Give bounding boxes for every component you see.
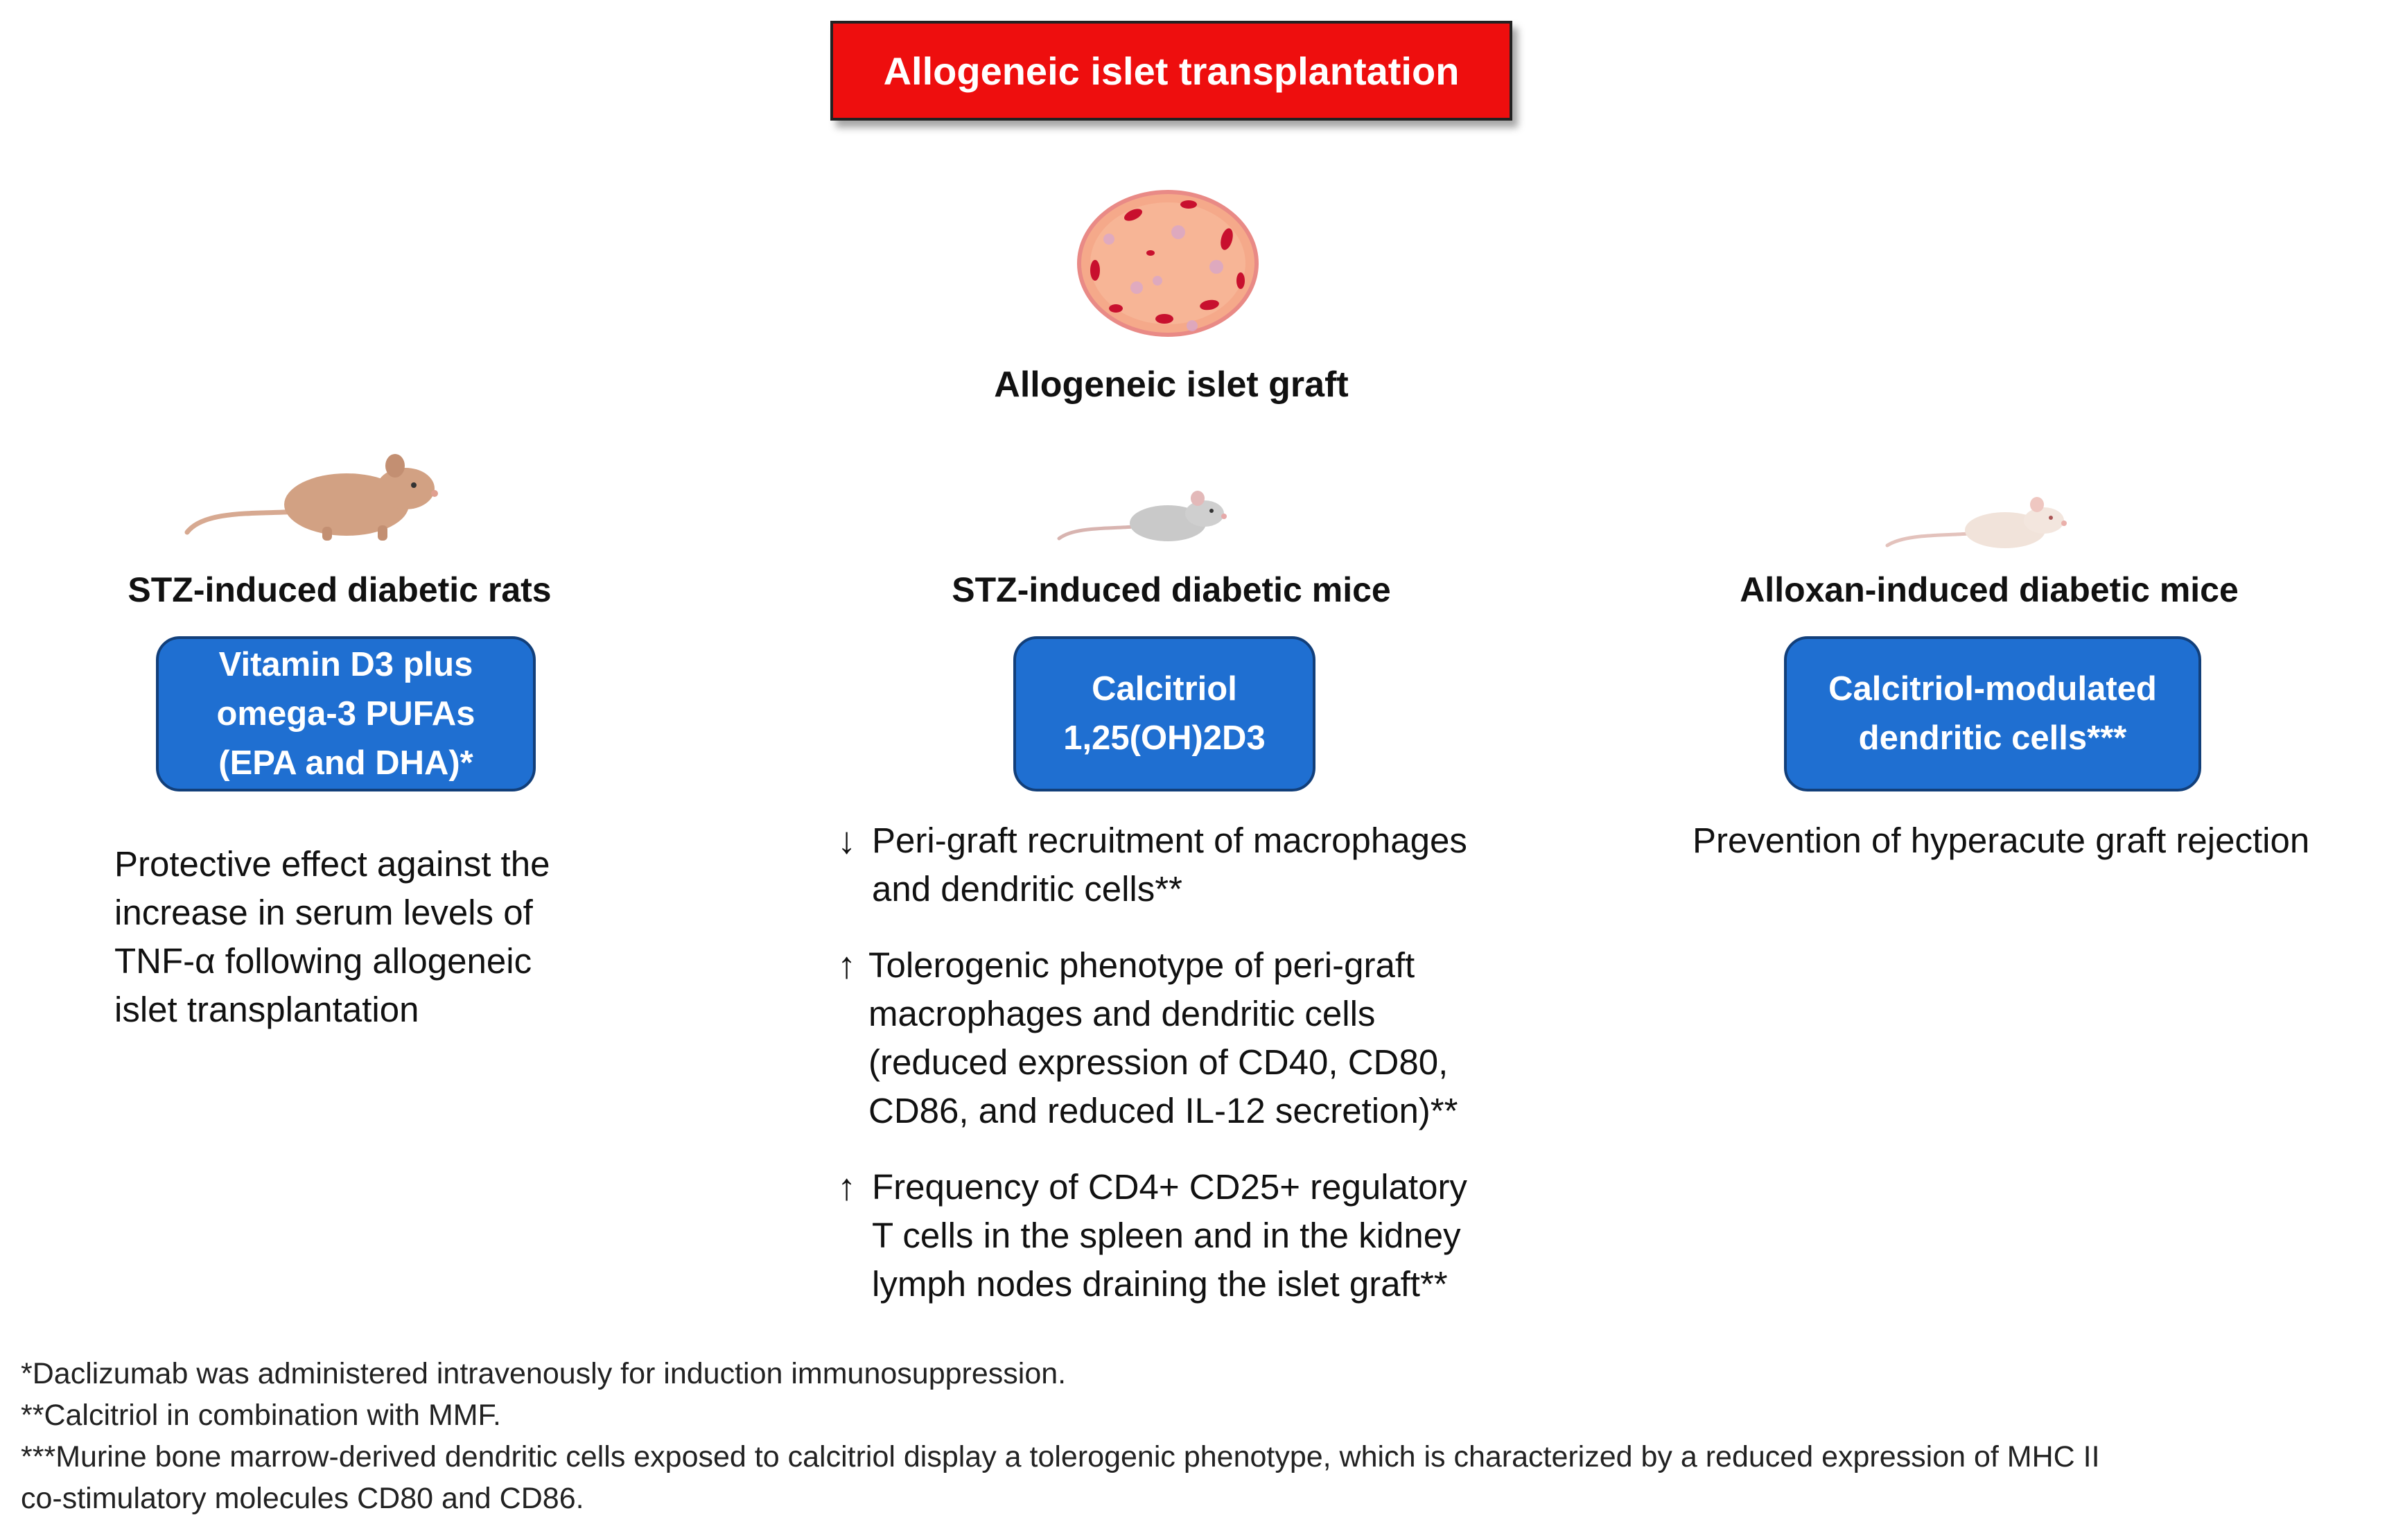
effect-line: macrophages and dendritic cells: [868, 994, 1376, 1033]
mouse-icon: [1882, 496, 2076, 551]
arrow-up-icon: ↑: [837, 1166, 856, 1208]
islet-graft-icon: [1067, 184, 1268, 343]
effect-line: Frequency of CD4+ CD25+ regulatory: [872, 1167, 1467, 1207]
effect-line: Prevention of hyperacute graft rejection: [1693, 821, 2310, 860]
treatment-line: Vitamin D3 plus: [218, 645, 473, 683]
effect-line: increase in serum levels of: [114, 893, 533, 932]
effect-rats: [114, 840, 738, 1034]
treatment-line: Calcitriol-modulated: [1828, 670, 2157, 708]
footnotes: [21, 1353, 2391, 1519]
effect-line: T cells in the spleen and in the kidney: [872, 1216, 1461, 1255]
effect-item: [837, 816, 1711, 913]
mouse-icon: [1053, 489, 1234, 544]
arrow-up-icon: ↑: [837, 945, 856, 986]
treatment-line: Calcitriol: [1092, 670, 1237, 708]
footnote: **Calcitriol in combination with MMF.: [21, 1399, 501, 1432]
treatment-box-stz-mice: [1013, 636, 1315, 791]
treatment-line: 1,25(OH)2D3: [1063, 719, 1266, 757]
effect-line: CD86, and reduced IL-12 secretion)**: [868, 1091, 1458, 1130]
treatment-line: dendritic cells***: [1858, 719, 2127, 757]
effect-line: lymph nodes draining the islet graft**: [872, 1264, 1448, 1304]
group-title-stz-mice: STZ-induced diabetic mice: [952, 570, 1391, 609]
group-title-rats: STZ-induced diabetic rats: [128, 570, 552, 609]
footnote: ***Murine bone marrow-derived dendritic cells exposed to calcitriol display a tolerogenic phenotype, which is characterized by a reduced expression of MHC II: [21, 1440, 2100, 1473]
effect-alloxan-mice: [1693, 816, 2393, 865]
effect-item: [837, 1163, 1711, 1309]
effect-line: Protective effect against the: [114, 844, 550, 884]
treatment-line: omega-3 PUFAs: [216, 694, 475, 733]
effect-line: (reduced expression of CD40, CD80,: [868, 1042, 1449, 1082]
diagram-title: Allogeneic islet transplantation: [830, 21, 1512, 121]
treatment-box-alloxan-mice: [1784, 636, 2201, 791]
footnote: *Daclizumab was administered intravenously for induction immunosuppression.: [21, 1357, 1067, 1390]
arrow-down-icon: ↓: [837, 820, 856, 861]
treatment-line: (EPA and DHA)*: [218, 744, 473, 782]
graft-label: Allogeneic islet graft: [994, 365, 1349, 405]
treatment-box-rats: [156, 636, 536, 791]
effect-line: and dendritic cells**: [872, 869, 1182, 909]
footnote: co-stimulatory molecules CD80 and CD86.: [21, 1482, 584, 1515]
group-title-alloxan-mice: Alloxan-induced diabetic mice: [1740, 570, 2239, 609]
effect-line: Peri-graft recruitment of macrophages: [872, 821, 1467, 860]
effect-item: [837, 941, 1711, 1135]
effect-line: Tolerogenic phenotype of peri-graft: [868, 945, 1415, 985]
rat-icon: [177, 450, 447, 544]
effect-line: TNF-α following allogeneic: [114, 941, 532, 981]
effect-line: islet transplantation: [114, 990, 419, 1029]
